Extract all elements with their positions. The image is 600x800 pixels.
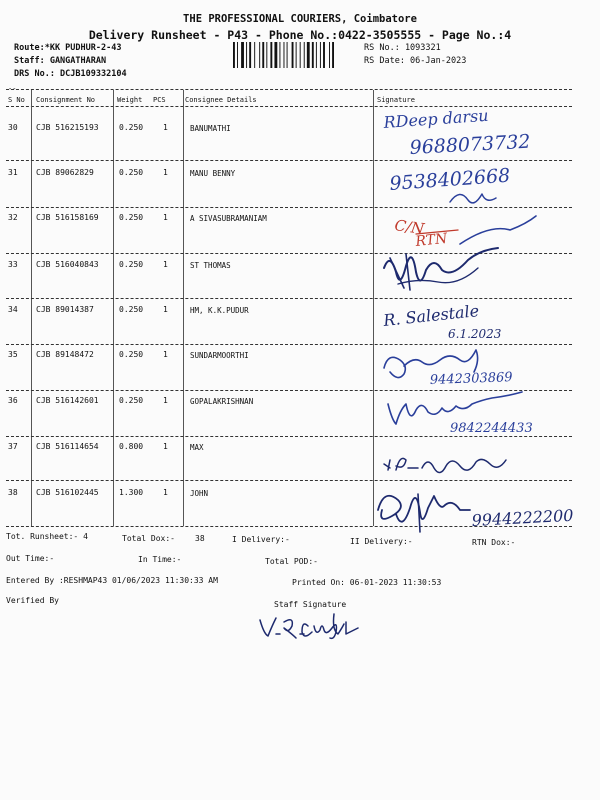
row-pcs: 1 <box>163 168 168 177</box>
row-consignment: CJB 89062829 <box>36 168 94 177</box>
total-dox-value: 38 <box>195 534 205 543</box>
total-dox-label: Total Dox:- <box>122 534 175 543</box>
row-consignment: CJB 516215193 <box>36 123 99 132</box>
row-consignment: CJB 516040843 <box>36 260 99 269</box>
row-consignment: CJB 516142601 <box>36 396 99 405</box>
row-consignment: CJB 516114654 <box>36 442 99 451</box>
svg-text:R. Salestale: R. Salestale <box>382 301 480 330</box>
row-weight: 0.250 <box>119 123 144 132</box>
row-consignment: CJB 516102445 <box>36 488 99 497</box>
col-consignee: Consignee Details <box>185 96 257 104</box>
col-consignment: Consignment No <box>36 96 96 104</box>
row-pcs: 1 <box>163 260 168 269</box>
row-separator <box>6 390 572 391</box>
col-divider <box>113 90 114 526</box>
signature-row-38 <box>372 488 582 536</box>
row-weight: 1.300 <box>119 488 144 497</box>
i-delivery-label: I Delivery:- <box>232 535 290 544</box>
signature-row-30 <box>380 105 580 163</box>
svg-text:9842244433: 9842244433 <box>450 421 533 436</box>
row-sno: 30 <box>8 123 18 132</box>
header-rule-top <box>6 89 572 90</box>
col-signature: Signature <box>377 96 415 104</box>
col-divider <box>183 90 184 526</box>
row-weight: 0.250 <box>119 305 144 314</box>
row-sno: 35 <box>8 350 18 359</box>
out-time-label: Out Time:- <box>6 554 55 563</box>
sheet-title: Delivery Runsheet - P43 - Phone No.:0422-3505555 - Page No.:4 <box>88 28 512 42</box>
svg-text:9944222200: 9944222200 <box>471 505 574 530</box>
row-consignee: ST THOMAS <box>190 261 231 270</box>
row-weight: 0.250 <box>119 396 144 405</box>
row-consignee: JOHN <box>190 489 209 498</box>
row-weight: 0.250 <box>119 350 144 359</box>
header-dash-mark: -- <box>8 85 17 93</box>
row-weight: 0.250 <box>119 260 144 269</box>
col-divider <box>373 90 374 526</box>
svg-text:6.1.2023: 6.1.2023 <box>448 327 502 341</box>
signature-row-36 <box>380 392 560 438</box>
col-weight: Weight <box>117 96 143 104</box>
row-pcs: 1 <box>163 488 168 497</box>
col-divider <box>31 90 32 526</box>
row-pcs: 1 <box>163 123 168 132</box>
row-consignment: CJB 516158169 <box>36 213 99 222</box>
svg-text:9442303869: 9442303869 <box>429 370 513 388</box>
row-weight: 0.250 <box>119 213 144 222</box>
row-sno: 34 <box>8 305 18 314</box>
row-consignee: A SIVASUBRAMANIAM <box>190 214 267 223</box>
rs-date: RS Date: 06-Jan-2023 <box>364 56 467 66</box>
route-label: Route:*KK PUDHUR-2-43 <box>14 43 122 53</box>
total-runsheet: Tot. Runsheet:- 4 <box>6 532 88 541</box>
signature-row-31 <box>380 162 580 210</box>
col-pcs: PCS <box>153 96 166 104</box>
svg-text:9538402668: 9538402668 <box>388 164 511 195</box>
row-pcs: 1 <box>163 442 168 451</box>
row-consignment: CJB 89014387 <box>36 305 94 314</box>
row-consignment: CJB 89148472 <box>36 350 94 359</box>
row-consignee: SUNDARMOORTHI <box>190 351 249 360</box>
svg-text:RTN: RTN <box>414 230 449 250</box>
row-sno: 38 <box>8 488 18 497</box>
signature-row-33 <box>378 244 528 302</box>
verified-by-label: Verified By <box>6 596 59 605</box>
rtn-dox-label: RTN Dox:- <box>472 538 516 547</box>
row-pcs: 1 <box>163 396 168 405</box>
row-sno: 33 <box>8 260 18 269</box>
col-sno: S No <box>8 96 25 104</box>
row-consignee: MAX <box>190 443 204 452</box>
row-consignee: MANU BENNY <box>190 169 236 178</box>
signature-row-37 <box>380 446 530 486</box>
in-time-label: In Time:- <box>138 555 182 564</box>
row-consignee: HM, K.K.PUDUR <box>190 306 249 315</box>
total-pod-label: Total POD:- <box>265 557 318 566</box>
row-sno: 31 <box>8 168 18 177</box>
ii-delivery-label: II Delivery:- <box>350 537 413 546</box>
signature-row-35 <box>380 342 560 388</box>
signature-row-34 <box>380 302 540 344</box>
drs-number: DRS No.: DCJB109332104 <box>14 69 127 79</box>
svg-text:C/N: C/N <box>393 216 426 239</box>
row-pcs: 1 <box>163 213 168 222</box>
row-pcs: 1 <box>163 305 168 314</box>
row-sno: 37 <box>8 442 18 451</box>
staff-signature-image <box>256 612 366 646</box>
barcode-image <box>232 42 356 68</box>
row-weight: 0.800 <box>119 442 144 451</box>
row-weight: 0.250 <box>119 168 144 177</box>
svg-text:9688073732: 9688073732 <box>409 130 531 159</box>
row-pcs: 1 <box>163 350 168 359</box>
printed-on: Printed On: 06-01-2023 11:30:53 <box>292 578 442 587</box>
staff-signature-label: Staff Signature <box>274 600 347 609</box>
rs-number: RS No.: 1093321 <box>364 43 441 53</box>
company-name: THE PROFESSIONAL COURIERS, Coimbatore <box>183 13 417 25</box>
row-consignee: GOPALAKRISHNAN <box>190 397 254 406</box>
svg-text:RDeep darsu: RDeep darsu <box>382 105 490 132</box>
staff-label: Staff: GANGATHARAN <box>14 56 107 66</box>
row-sno: 36 <box>8 396 18 405</box>
row-consignee: BANUMATHI <box>190 124 231 133</box>
row-sno: 32 <box>8 213 18 222</box>
entered-by: Entered By :RESHMAP43 01/06/2023 11:30:33 AM <box>6 576 218 585</box>
